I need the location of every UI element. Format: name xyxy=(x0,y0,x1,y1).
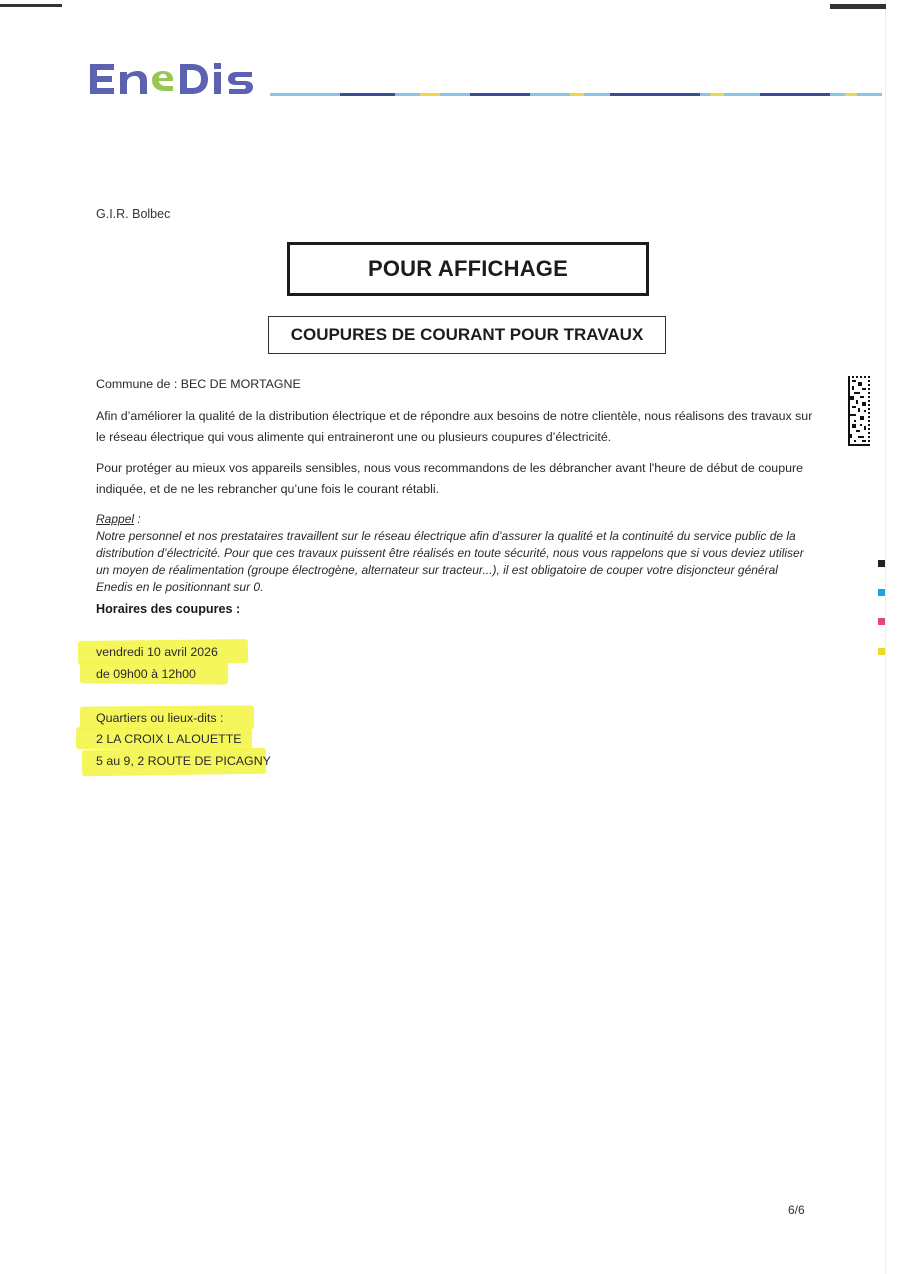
sender: G.I.R. Bolbec xyxy=(96,207,171,221)
coupure-time: de 09h00 à 12h00 xyxy=(96,667,196,681)
page-edge-line xyxy=(885,0,886,1274)
quartiers-heading: Quartiers ou lieux-dits : xyxy=(96,711,224,725)
sub-title-box xyxy=(268,316,666,354)
scan-mark-top-left xyxy=(0,4,62,7)
commune: Commune de : BEC DE MORTAGNE xyxy=(96,377,301,391)
coupure-date: vendredi 10 avril 2026 xyxy=(96,645,218,659)
scan-mark-top-right xyxy=(830,4,886,9)
color-calibration-cyan xyxy=(878,589,885,596)
main-title: POUR AFFICHAGE xyxy=(368,256,568,281)
color-calibration-magenta xyxy=(878,618,885,625)
page-number: 6/6 xyxy=(788,1203,805,1217)
rappel-colon: : xyxy=(134,512,141,526)
enedis-logo xyxy=(88,58,258,98)
main-title-box xyxy=(287,242,649,296)
datamatrix-code xyxy=(848,376,870,446)
quartier-item: 2 LA CROIX L ALOUETTE xyxy=(96,732,242,746)
quartier-item: 5 au 9, 2 ROUTE DE PICAGNY xyxy=(96,754,271,768)
horaires-heading: Horaires des coupures : xyxy=(96,602,241,616)
rappel-block xyxy=(96,511,816,596)
rappel-label: Rappel xyxy=(96,512,135,526)
intro-paragraph: Afin d’améliorer la qualité de la distribution électrique et de répondre aux besoins de notre clientèle, nous réalisons des travaux sur le réseau électrique qui vous alimente qui entraineront une ou plusieurs coupures d’électricité. xyxy=(96,409,813,444)
sub-title: COUPURES DE COURANT POUR TRAVAUX xyxy=(290,325,644,344)
color-calibration-black xyxy=(878,560,885,567)
rappel-text: Notre personnel et nos prestataires travaillent sur le réseau électrique afin d’assurer la qualité et la continuité du service public de la distribution d’électricité. Pour que ces travaux puissent être réalisés en toute sécurité, nous vous rappelons que si vous deviez utiliser un moyen de réalimentation (groupe électrogène, alternateur sur tracteur...), il est obligatoire de couper votre disjoncteur général Enedis en le positionnant sur 0. xyxy=(96,529,804,594)
color-calibration-yellow xyxy=(878,648,885,655)
advice-paragraph: Pour protéger au mieux vos appareils sensibles, nous vous recommandons de les débrancher avant l'heure de début de coupure indiquée, et de ne les rebrancher qu’une fois le courant rétabli. xyxy=(96,461,803,496)
header-rule xyxy=(270,93,882,96)
